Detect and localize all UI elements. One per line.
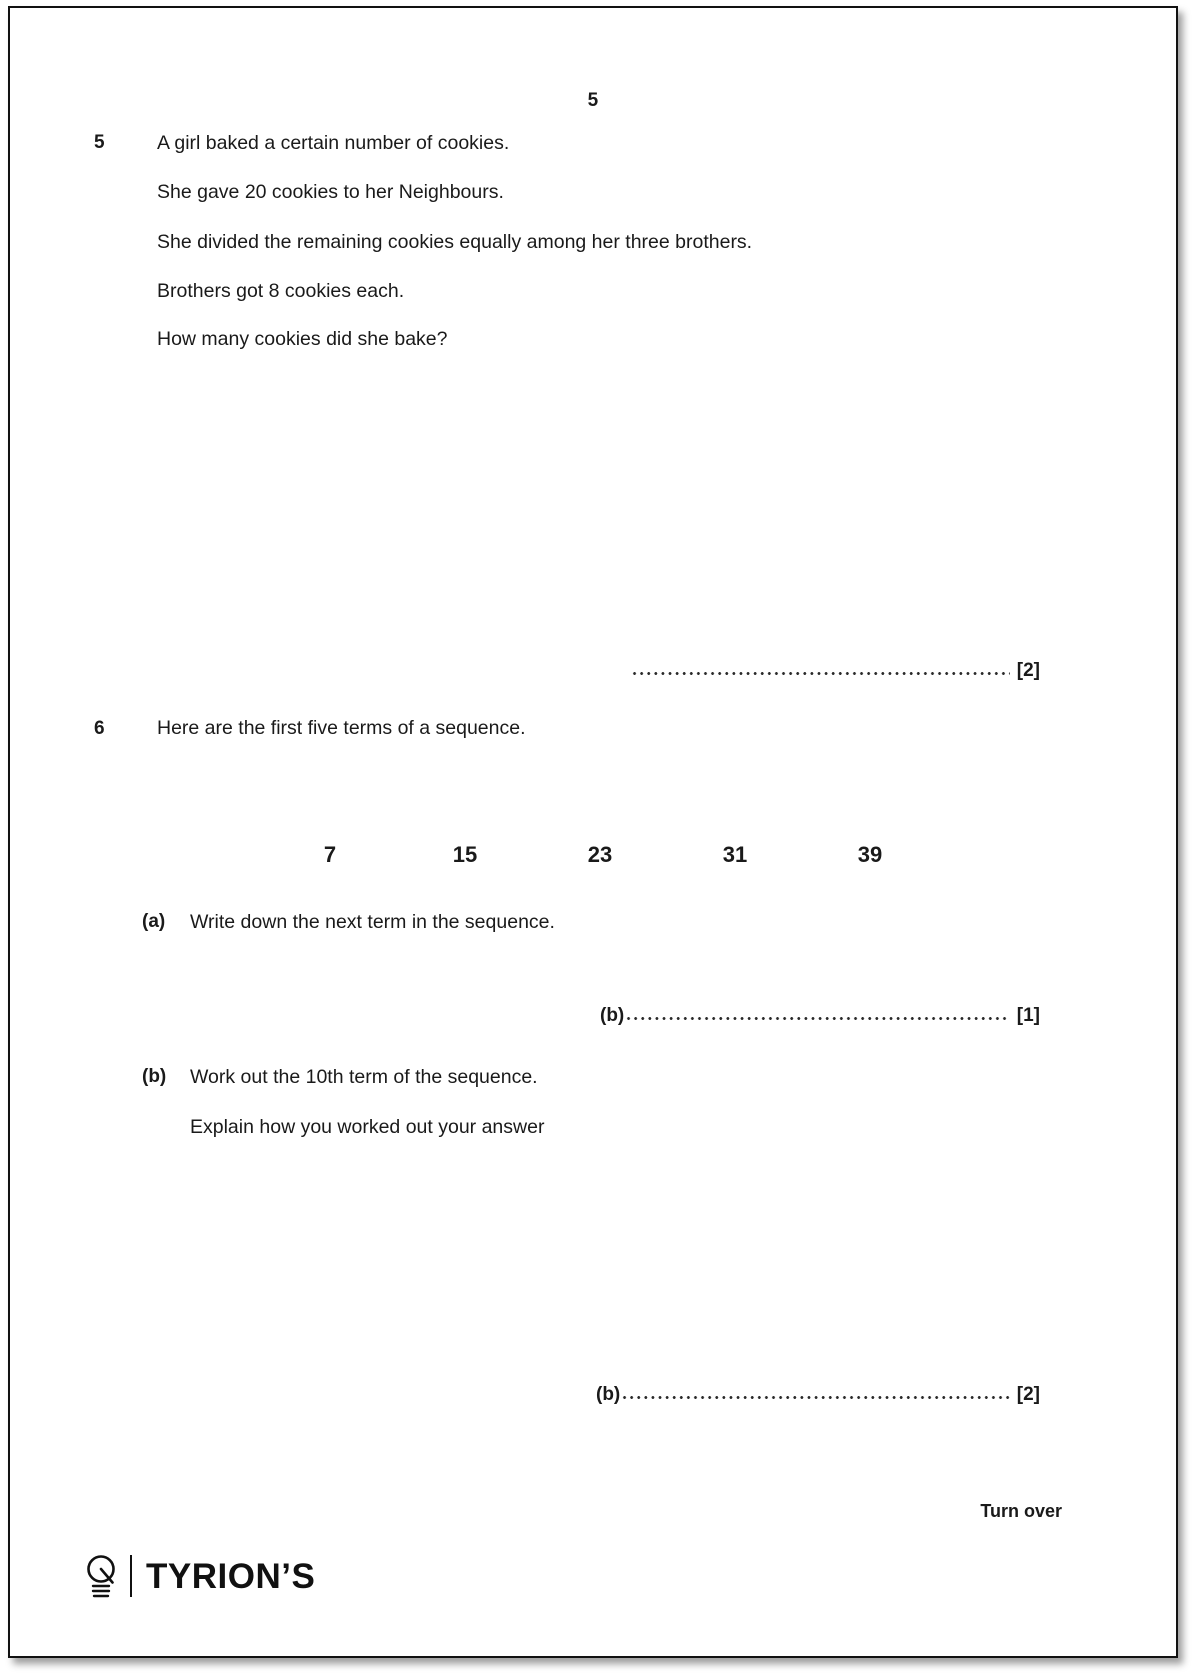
- question-6-part-b-label: (b): [142, 1066, 167, 1087]
- question-6-part-b-answer-dots[interactable]: [621, 1385, 1010, 1403]
- question-5-marks: [2]: [1016, 660, 1040, 681]
- question-5-line-3: She divided the remaining cookies equally among her three brothers.: [157, 231, 753, 253]
- lightbulb-icon: [82, 1552, 120, 1600]
- question-5-line-5: How many cookies did she bake?: [157, 328, 448, 350]
- question-6-part-a-text: Write down the next term in the sequence.: [190, 911, 555, 933]
- sequence-terms: [310, 842, 890, 868]
- sequence-term-5: 39: [857, 842, 883, 867]
- page-content: [10, 8, 1176, 1656]
- question-5-number: 5: [94, 132, 105, 153]
- question-5-line-4: Brothers got 8 cookies each.: [157, 280, 405, 302]
- question-6-part-a-answer-line[interactable]: [600, 1005, 1040, 1024]
- question-6-part-a-answer-dots[interactable]: [625, 1006, 1010, 1024]
- brand-logo: [82, 1548, 315, 1604]
- question-6-line-1: Here are the first five terms of a sequence.: [157, 717, 526, 739]
- sequence-term-2: 15: [452, 842, 478, 867]
- question-5-line-2: She gave 20 cookies to her Neighbours.: [157, 181, 504, 203]
- question-6-part-a-answer-prefix: (b): [600, 1005, 625, 1026]
- question-5-answer-dots[interactable]: [631, 661, 1010, 679]
- sequence-term-4: 31: [722, 842, 748, 867]
- question-6-part-a-label: (a): [142, 911, 166, 932]
- question-6-part-b-answer-line[interactable]: [596, 1384, 1040, 1403]
- question-5-line-1: A girl baked a certain number of cookies.: [157, 132, 510, 154]
- sequence-term-1: 7: [323, 842, 337, 867]
- question-6-part-b-text-1: Work out the 10th term of the sequence.: [190, 1066, 538, 1088]
- turn-over-label: Turn over: [980, 1501, 1062, 1521]
- question-6-part-b-text-2: Explain how you worked out your answer: [190, 1116, 545, 1138]
- brand-name: TYRION’S: [146, 1556, 316, 1596]
- question-5-answer-line[interactable]: [630, 660, 1040, 679]
- exam-page: [8, 6, 1178, 1658]
- sequence-term-3: 23: [587, 842, 613, 867]
- question-6-part-a-marks: [1]: [1016, 1005, 1040, 1026]
- question-6-number: 6: [94, 718, 105, 739]
- question-6-part-b-answer-prefix: (b): [596, 1384, 621, 1405]
- logo-divider: [130, 1555, 132, 1597]
- page-number: 5: [587, 90, 599, 111]
- question-6-part-b-marks: [2]: [1016, 1384, 1040, 1405]
